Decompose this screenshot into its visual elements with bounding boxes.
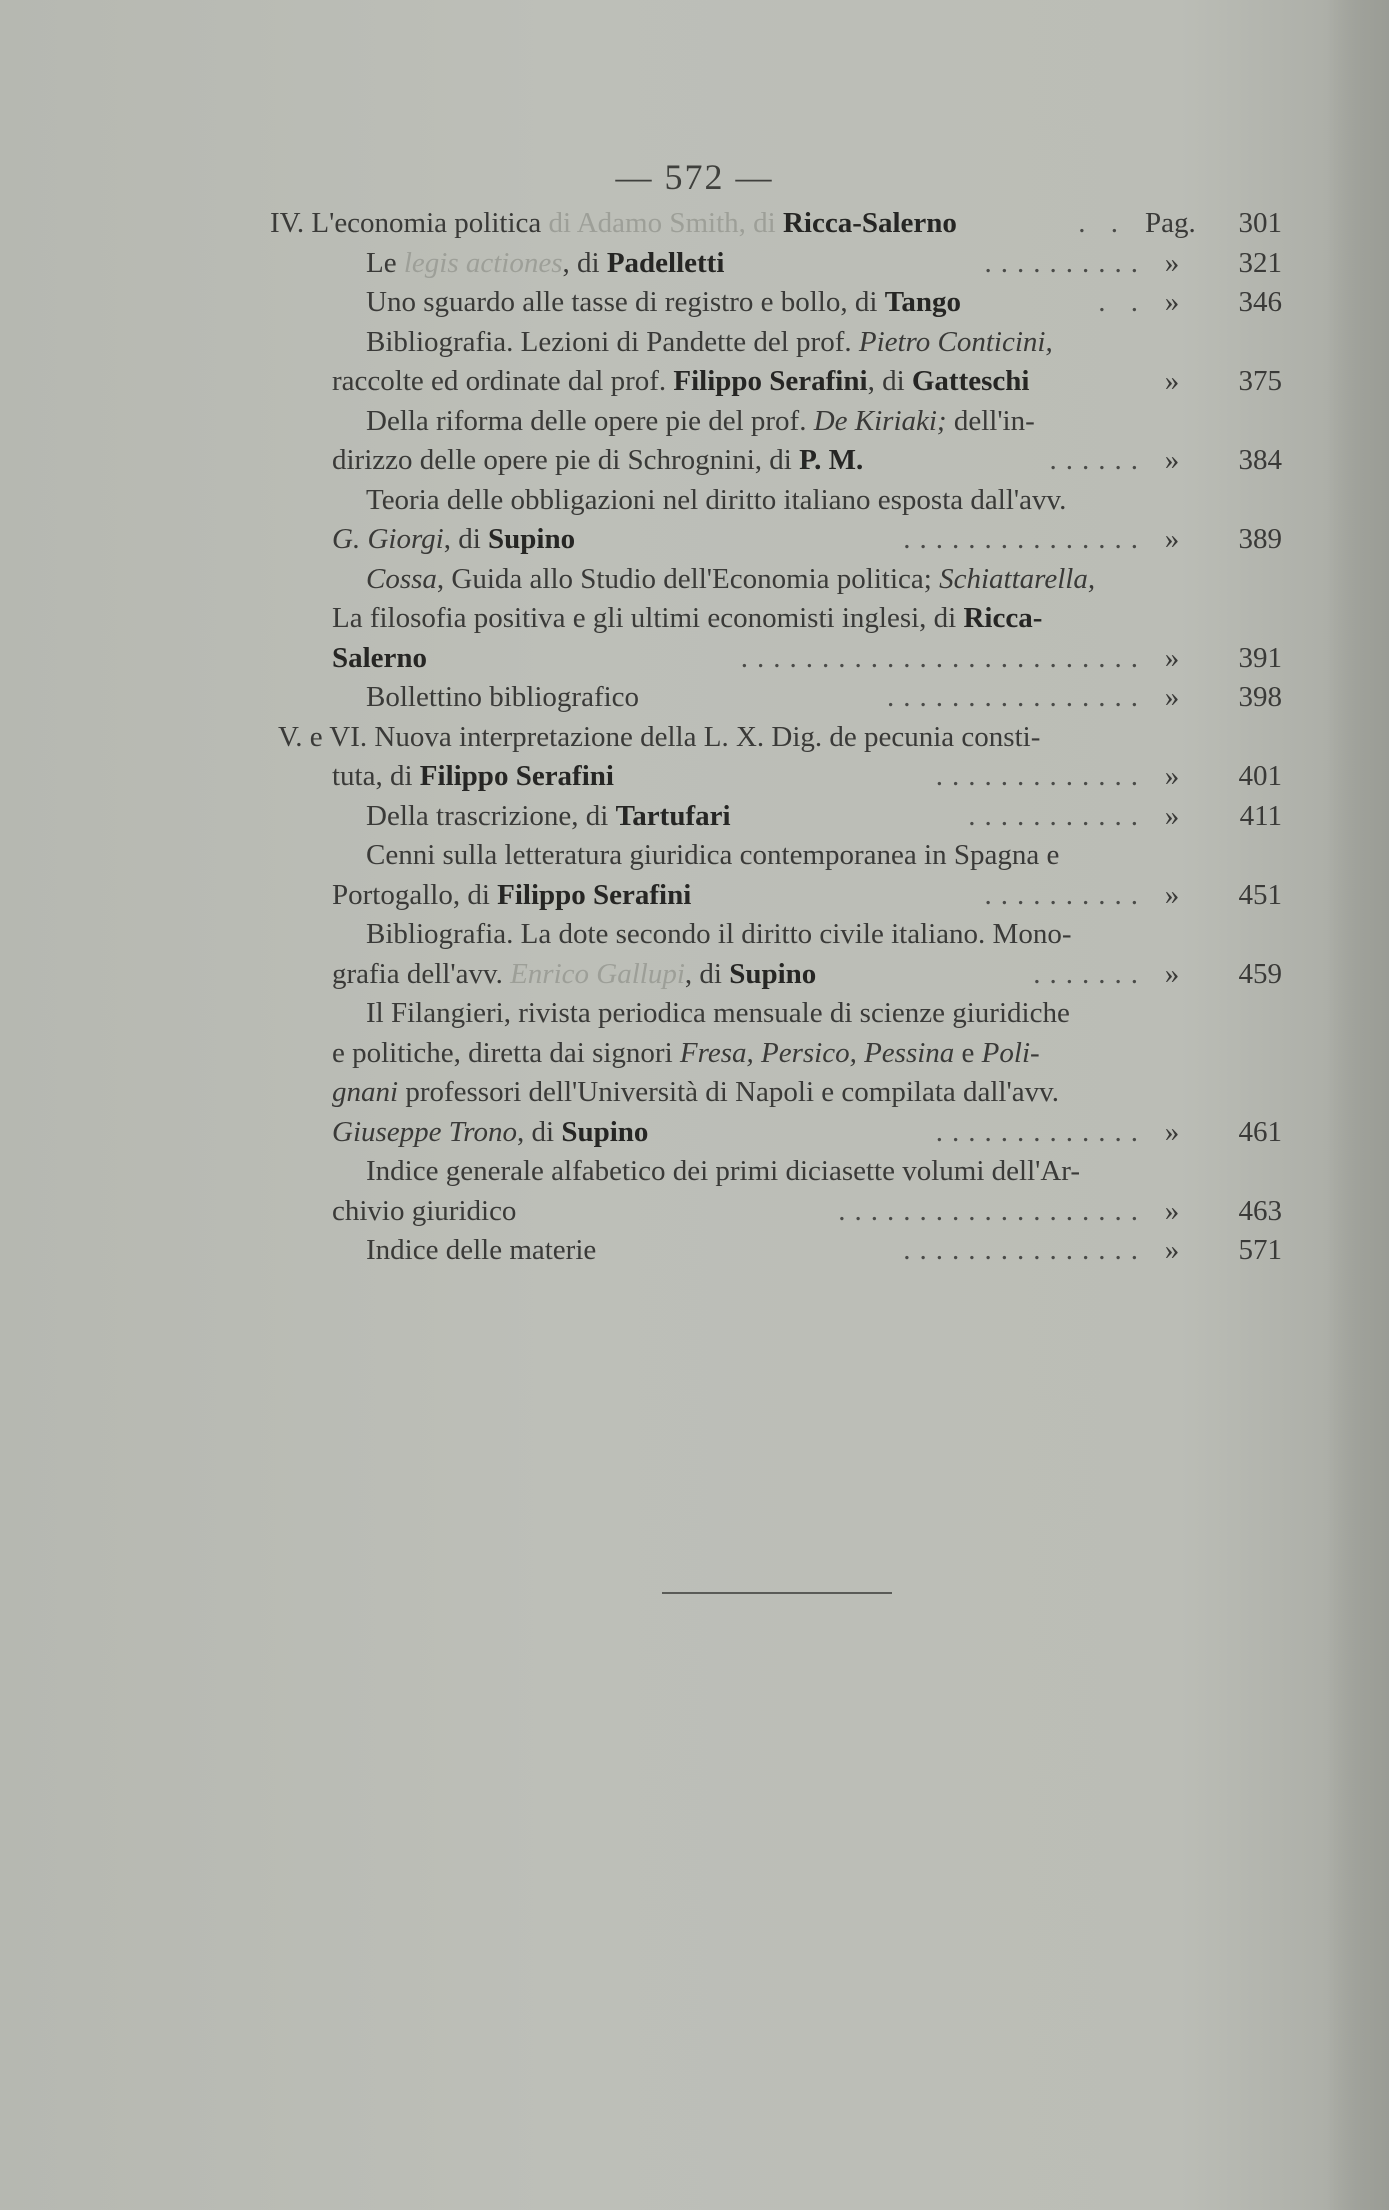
entry-connector: , di (684, 957, 730, 990)
ditto-mark: » (1164, 760, 1180, 792)
entry-author: Ricca-Salerno (782, 207, 957, 239)
toc-line (270, 994, 1282, 1034)
entry-title-italic: Schiattarella, (939, 562, 1096, 595)
entry-connector: , di (867, 365, 912, 397)
ditto-mark: » (1164, 246, 1180, 279)
dot-leader: .......... (984, 878, 1147, 911)
ditto-mark: » (1164, 878, 1180, 911)
ditto-mark: » (1164, 957, 1180, 990)
entry-title-italic: Poli- (981, 1036, 1040, 1069)
entry-title: Bibliografia. Lezioni di Pandette del prof. (366, 325, 859, 358)
dot-leader: ......................... (740, 641, 1147, 674)
toc-line (270, 1073, 1282, 1113)
dot-leader: ............. (935, 760, 1147, 792)
entry-title-italic: Enrico Gallupi (510, 957, 685, 990)
entry-author: Supino (729, 957, 817, 990)
entry-title: L'economia politica (311, 207, 549, 239)
entry-title: professori dell'Università di Napoli e compilata dall'avv. (398, 1076, 1059, 1108)
entry-author: Filippo Serafini (419, 760, 614, 792)
entry-author: Tartufari (615, 799, 731, 832)
entry-title: Nuova interpretazione della L. X. Dig. de pecunia consti- (367, 720, 1041, 753)
entry-title: Indice delle materie (366, 1234, 597, 1266)
entry-title: tuta, di (332, 760, 420, 792)
toc-line (270, 915, 1282, 955)
page-ref: 571 (1238, 1234, 1282, 1266)
toc-line (270, 1231, 1282, 1271)
dot-leader: ................... (838, 1194, 1147, 1227)
entry-title: Bibliografia. La dote secondo il diritto civile italiano. Mono- (366, 918, 1072, 950)
page-ref: 391 (1238, 641, 1282, 674)
toc-line (270, 441, 1282, 481)
toc-line (270, 639, 1282, 679)
page-ref: 401 (1238, 760, 1282, 792)
page-ref: 301 (1238, 207, 1282, 239)
entry-author: P. M. (799, 444, 864, 476)
dot-leader: . . (1078, 207, 1127, 239)
page-ref: 461 (1238, 1115, 1282, 1148)
entry-title: e politiche, diretta dai signori (332, 1036, 680, 1069)
dot-leader: ........... (968, 799, 1147, 832)
toc-line (270, 797, 1282, 837)
entry-connector: , di (517, 1115, 562, 1148)
entry-author: Gatteschi (911, 365, 1030, 397)
ditto-mark: » (1164, 523, 1180, 555)
entry-title-italic: G. Giorgi (332, 523, 444, 555)
page-ref: 384 (1238, 444, 1282, 476)
pag-label: Pag. (1145, 207, 1196, 239)
dot-leader: ...... (1049, 444, 1147, 476)
dot-leader: .......... (984, 246, 1147, 279)
section-numeral: V. e VI. (278, 720, 368, 753)
entry-title: La filosofia positiva e gli ultimi economisti inglesi, di (332, 602, 964, 634)
page-ref: 398 (1238, 681, 1282, 713)
toc-line (270, 283, 1282, 323)
page-ref: 463 (1238, 1194, 1282, 1227)
page-ref: 411 (1239, 799, 1282, 832)
entry-connector: e (954, 1036, 982, 1069)
ditto-mark: » (1164, 1234, 1180, 1266)
entry-author: Filippo Serafini (497, 878, 692, 911)
entry-title: Il Filangieri, rivista periodica mensuale di scienze giuridiche (366, 997, 1070, 1029)
entry-title-italic: Pietro Conticini, (858, 325, 1053, 358)
toc-line (270, 323, 1282, 363)
entry-author: Salerno (332, 641, 428, 674)
entry-title-italic: legis actiones (403, 246, 563, 279)
toc-line (270, 402, 1282, 442)
dot-leader: ................ (887, 681, 1147, 713)
ditto-mark: » (1164, 799, 1180, 832)
entry-title-italic: Giuseppe Trono (332, 1115, 518, 1148)
toc-line (270, 520, 1282, 560)
entry-connector: , di (562, 246, 607, 279)
page-ref: 389 (1238, 523, 1282, 555)
toc-line (270, 244, 1282, 284)
entry-title: , Guida allo Studio dell'Economia politica; (436, 562, 940, 595)
entry-title: Teoria delle obbligazioni nel diritto italiano esposta dall'avv. (366, 483, 1067, 516)
toc-line (270, 362, 1282, 402)
toc-line (270, 876, 1282, 916)
entry-title-italic: gnani (332, 1076, 399, 1108)
toc-line (270, 1034, 1282, 1074)
toc-line (270, 836, 1282, 876)
entry-title: chivio giuridico (332, 1194, 517, 1227)
entry-title: Della trascrizione, di (366, 799, 616, 832)
entry-title: Uno sguardo alle tasse di registro e bollo, di (366, 286, 885, 318)
entry-title: Della riforma delle opere pie del prof. (366, 404, 814, 437)
entry-author: Padelletti (606, 246, 725, 279)
entry-title: dell'in- (946, 404, 1035, 437)
entry-author: Filippo Serafini (673, 365, 868, 397)
page-ref: 321 (1238, 246, 1282, 279)
toc-line (270, 1192, 1282, 1232)
dot-leader: ....... (1033, 957, 1147, 990)
page-number-header: — 572 — (615, 157, 774, 197)
entry-author: Ricca- (963, 602, 1043, 634)
entry-title-italic: Fresa, Persico, Pessina (679, 1036, 955, 1069)
entry-title: Le (366, 246, 404, 279)
ditto-mark: » (1164, 286, 1180, 318)
table-of-contents (270, 204, 1282, 1271)
entry-title: raccolte ed ordinate dal prof. (332, 365, 674, 397)
entry-title-italic: Cossa (366, 562, 437, 595)
dot-leader: . . (1098, 286, 1147, 318)
ditto-mark: » (1164, 1194, 1180, 1227)
toc-line (270, 560, 1282, 600)
toc-line (270, 481, 1282, 521)
entry-author: Supino (561, 1115, 649, 1148)
ditto-mark: » (1164, 681, 1180, 713)
page-edge-shadow (1327, 0, 1389, 2210)
toc-line (270, 678, 1282, 718)
entry-title: grafia dell'avv. (332, 957, 511, 990)
toc-line (270, 718, 1282, 758)
page-ref: 375 (1238, 365, 1282, 397)
page-ref: 451 (1238, 878, 1282, 911)
dot-leader: ............. (935, 1115, 1147, 1148)
toc-line (270, 1152, 1282, 1192)
entry-title-italic: De Kiriaki; (813, 404, 947, 437)
entry-title: Indice generale alfabetico dei primi diciasette volumi dell'Ar- (366, 1155, 1081, 1187)
entry-author: Tango (884, 286, 961, 318)
section-numeral: IV. (270, 207, 305, 239)
entry-title: Cenni sulla letteratura giuridica contemporanea in Spagna e (366, 839, 1060, 871)
ditto-mark: » (1164, 1115, 1180, 1148)
dot-leader: ............... (903, 523, 1147, 555)
page-ref: 459 (1238, 957, 1282, 990)
toc-line (270, 757, 1282, 797)
entry-connector: , di (443, 523, 489, 555)
entry-title: Bollettino bibliografico (366, 681, 640, 713)
ditto-mark: » (1164, 365, 1180, 397)
dot-leader: ............... (903, 1234, 1147, 1266)
entry-title: Portogallo, di (332, 878, 498, 911)
closing-rule (662, 1592, 892, 1594)
toc-line (270, 599, 1282, 639)
entry-title: dirizzo delle opere pie di Schrognini, di (332, 444, 800, 476)
ditto-mark: » (1164, 641, 1180, 674)
page-ref: 346 (1238, 286, 1282, 318)
entry-author: Supino (488, 523, 576, 555)
ditto-mark: » (1164, 444, 1180, 476)
toc-line (270, 1113, 1282, 1153)
toc-line (270, 204, 1282, 244)
entry-title-faded: di Adamo Smith, di (548, 207, 783, 239)
toc-line (270, 955, 1282, 995)
